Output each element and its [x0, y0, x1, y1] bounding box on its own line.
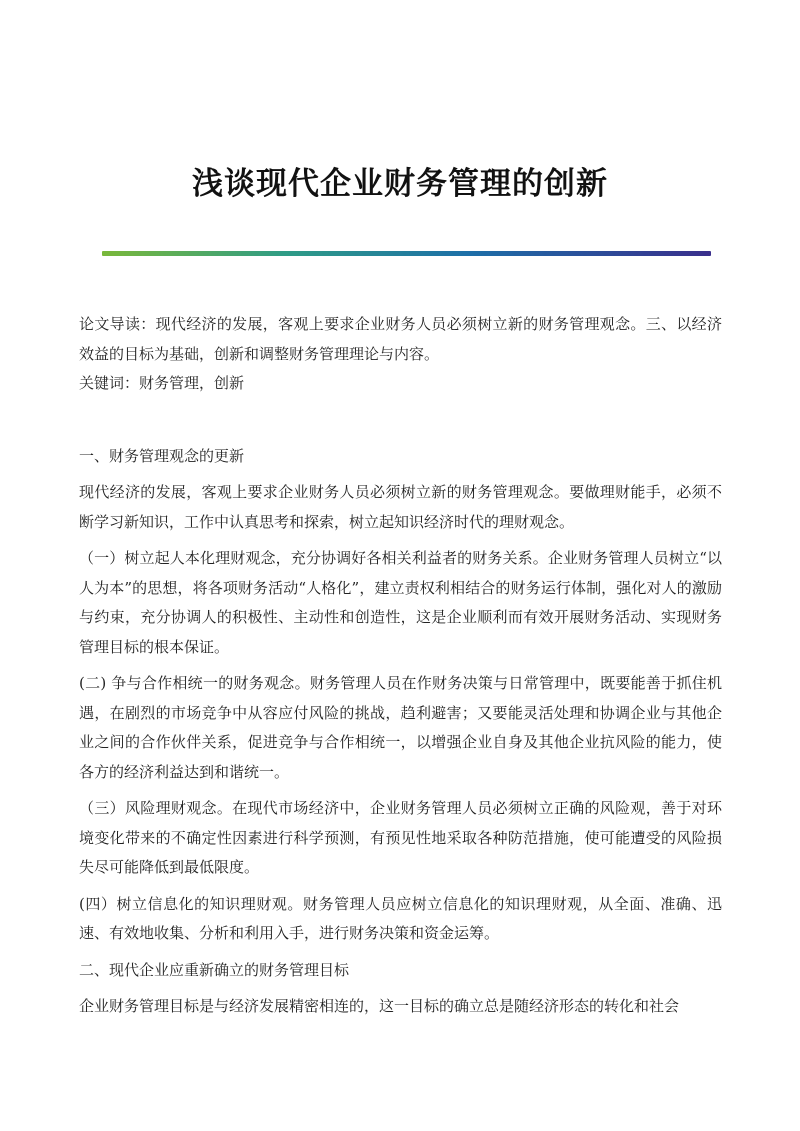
section-heading-1: 一、财务管理观念的更新	[79, 446, 245, 465]
point-4-paragraph: (四）树立信息化的知识理财观。财务管理人员应树立信息化的知识理财观，从全面、准确、迅速、有效地收集、分析和利用入手，进行财务决策和资金运筹。	[79, 894, 722, 942]
point-2-paragraph: (二) 争与合作相统一的财务观念。财务管理人员在作财务决策与日常管理中，既要能善于抓住机遇，在剧烈的市场竞争中从容应付风险的挑战，趋利避害；又要能灵活处理和协调企业与其他企业之间的合作伙伴关系，促进竞争与合作相统一，以增强企业自身及其他企业抗风险的能力，使各方的经济利益达到和谐统一。	[79, 674, 722, 781]
point-3-paragraph: （三）风险理财观念。在现代市场经济中，企业财务管理人员必须树立正确的风险观，善于对环境变化带来的不确定性因素进行科学预测，有预见性地采取各种防范措施，使可能遭受的风险损失尽可能降低到最低限度。	[79, 799, 722, 876]
section1-intro-paragraph: 现代经济的发展，客观上要求企业财务人员必须树立新的财务管理观念。要做理财能手，必须不断学习新知识，工作中认真思考和探索，树立起知识经济时代的理财观念。	[79, 483, 722, 531]
page-title: 浅谈现代企业财务管理的创新	[192, 166, 608, 202]
spacer	[79, 985, 722, 992]
abstract-paragraph: 论文导读：现代经济的发展，客观上要求企业财务人员必须树立新的财务管理观念。三、以经济效益的目标为基础，创新和调整财务管理理论与内容。	[79, 315, 722, 363]
title-divider	[102, 251, 711, 256]
spacer	[79, 949, 722, 956]
point-1-paragraph: （一）树立起人本化理财观念，充分协调好各相关利益者的财务关系。企业财务管理人员树立“以人为本”的思想，将各项财务活动“人格化”，建立责权利相结合的财务运行体制，强化对人的激励与约束，充分协调人的积极性、主动性和创造性，这是企业顺利而有效开展财务活动、实现财务管理目标的根本保证。	[79, 549, 722, 656]
spacer	[79, 471, 722, 478]
section2-intro-paragraph: 企业财务管理目标是与经济发展精密相连的，这一目标的确立总是随经济形态的转化和社会	[79, 997, 680, 1015]
section-heading-2: 二、现代企业应重新确立的财务管理目标	[79, 960, 350, 979]
spacer	[79, 537, 722, 544]
article-body	[79, 310, 722, 1022]
spacer	[79, 399, 722, 442]
spacer	[79, 787, 722, 794]
keywords-line: 关键词：财务管理，创新	[79, 374, 245, 392]
spacer	[79, 662, 722, 669]
spacer	[79, 883, 722, 890]
